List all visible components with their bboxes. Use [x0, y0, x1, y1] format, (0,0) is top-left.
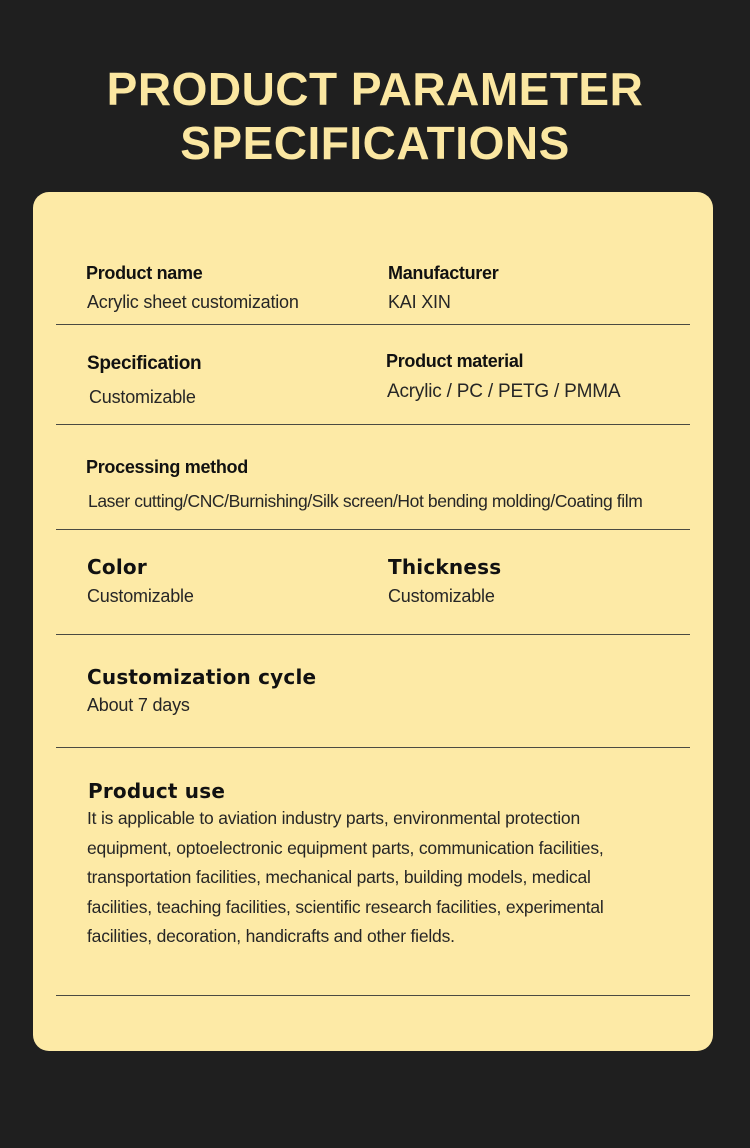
page-title [0, 62, 750, 170]
customization-cycle-label: Customization cycle [87, 665, 317, 689]
spec-card [33, 192, 713, 1051]
specification-value: Customizable [89, 387, 196, 407]
thickness-value: Customizable [388, 586, 495, 606]
divider [56, 747, 690, 748]
product-name-label: Product name [86, 263, 203, 283]
color-value: Customizable [87, 586, 194, 606]
product-use-label: Product use [88, 779, 226, 803]
product-name-value: Acrylic sheet customization [87, 292, 299, 312]
page-title-line-2: SPECIFICATIONS [180, 117, 570, 169]
processing-method-value: Laser cutting/CNC/Burnishing/Silk screen/Hot bending molding/Coating film [88, 491, 643, 511]
divider [56, 324, 690, 325]
divider [56, 529, 690, 530]
manufacturer-value: KAI XIN [388, 292, 451, 312]
page-title-line-1: PRODUCT PARAMETER [106, 63, 644, 115]
specification-label: Specification [87, 353, 202, 374]
divider [56, 995, 690, 996]
thickness-label: Thickness [388, 555, 502, 579]
processing-method-label: Processing method [86, 457, 248, 477]
manufacturer-label: Manufacturer [388, 263, 499, 283]
divider [56, 634, 690, 635]
color-label: Color [87, 555, 147, 579]
divider [56, 424, 690, 425]
product-use-value: It is applicable to aviation industry parts, environmental protection equipment, optoelectronic equipment parts, communication facilities, transportation facilities, mechanical parts, building models, medical facilities, teaching facilities, scientific research facilities, experimental facilities, decoration, handicrafts and other fields. [87, 808, 604, 946]
product-material-value: Acrylic / PC / PETG / PMMA [387, 381, 621, 402]
customization-cycle-value: About 7 days [87, 695, 190, 715]
product-material-label: Product material [386, 351, 524, 371]
